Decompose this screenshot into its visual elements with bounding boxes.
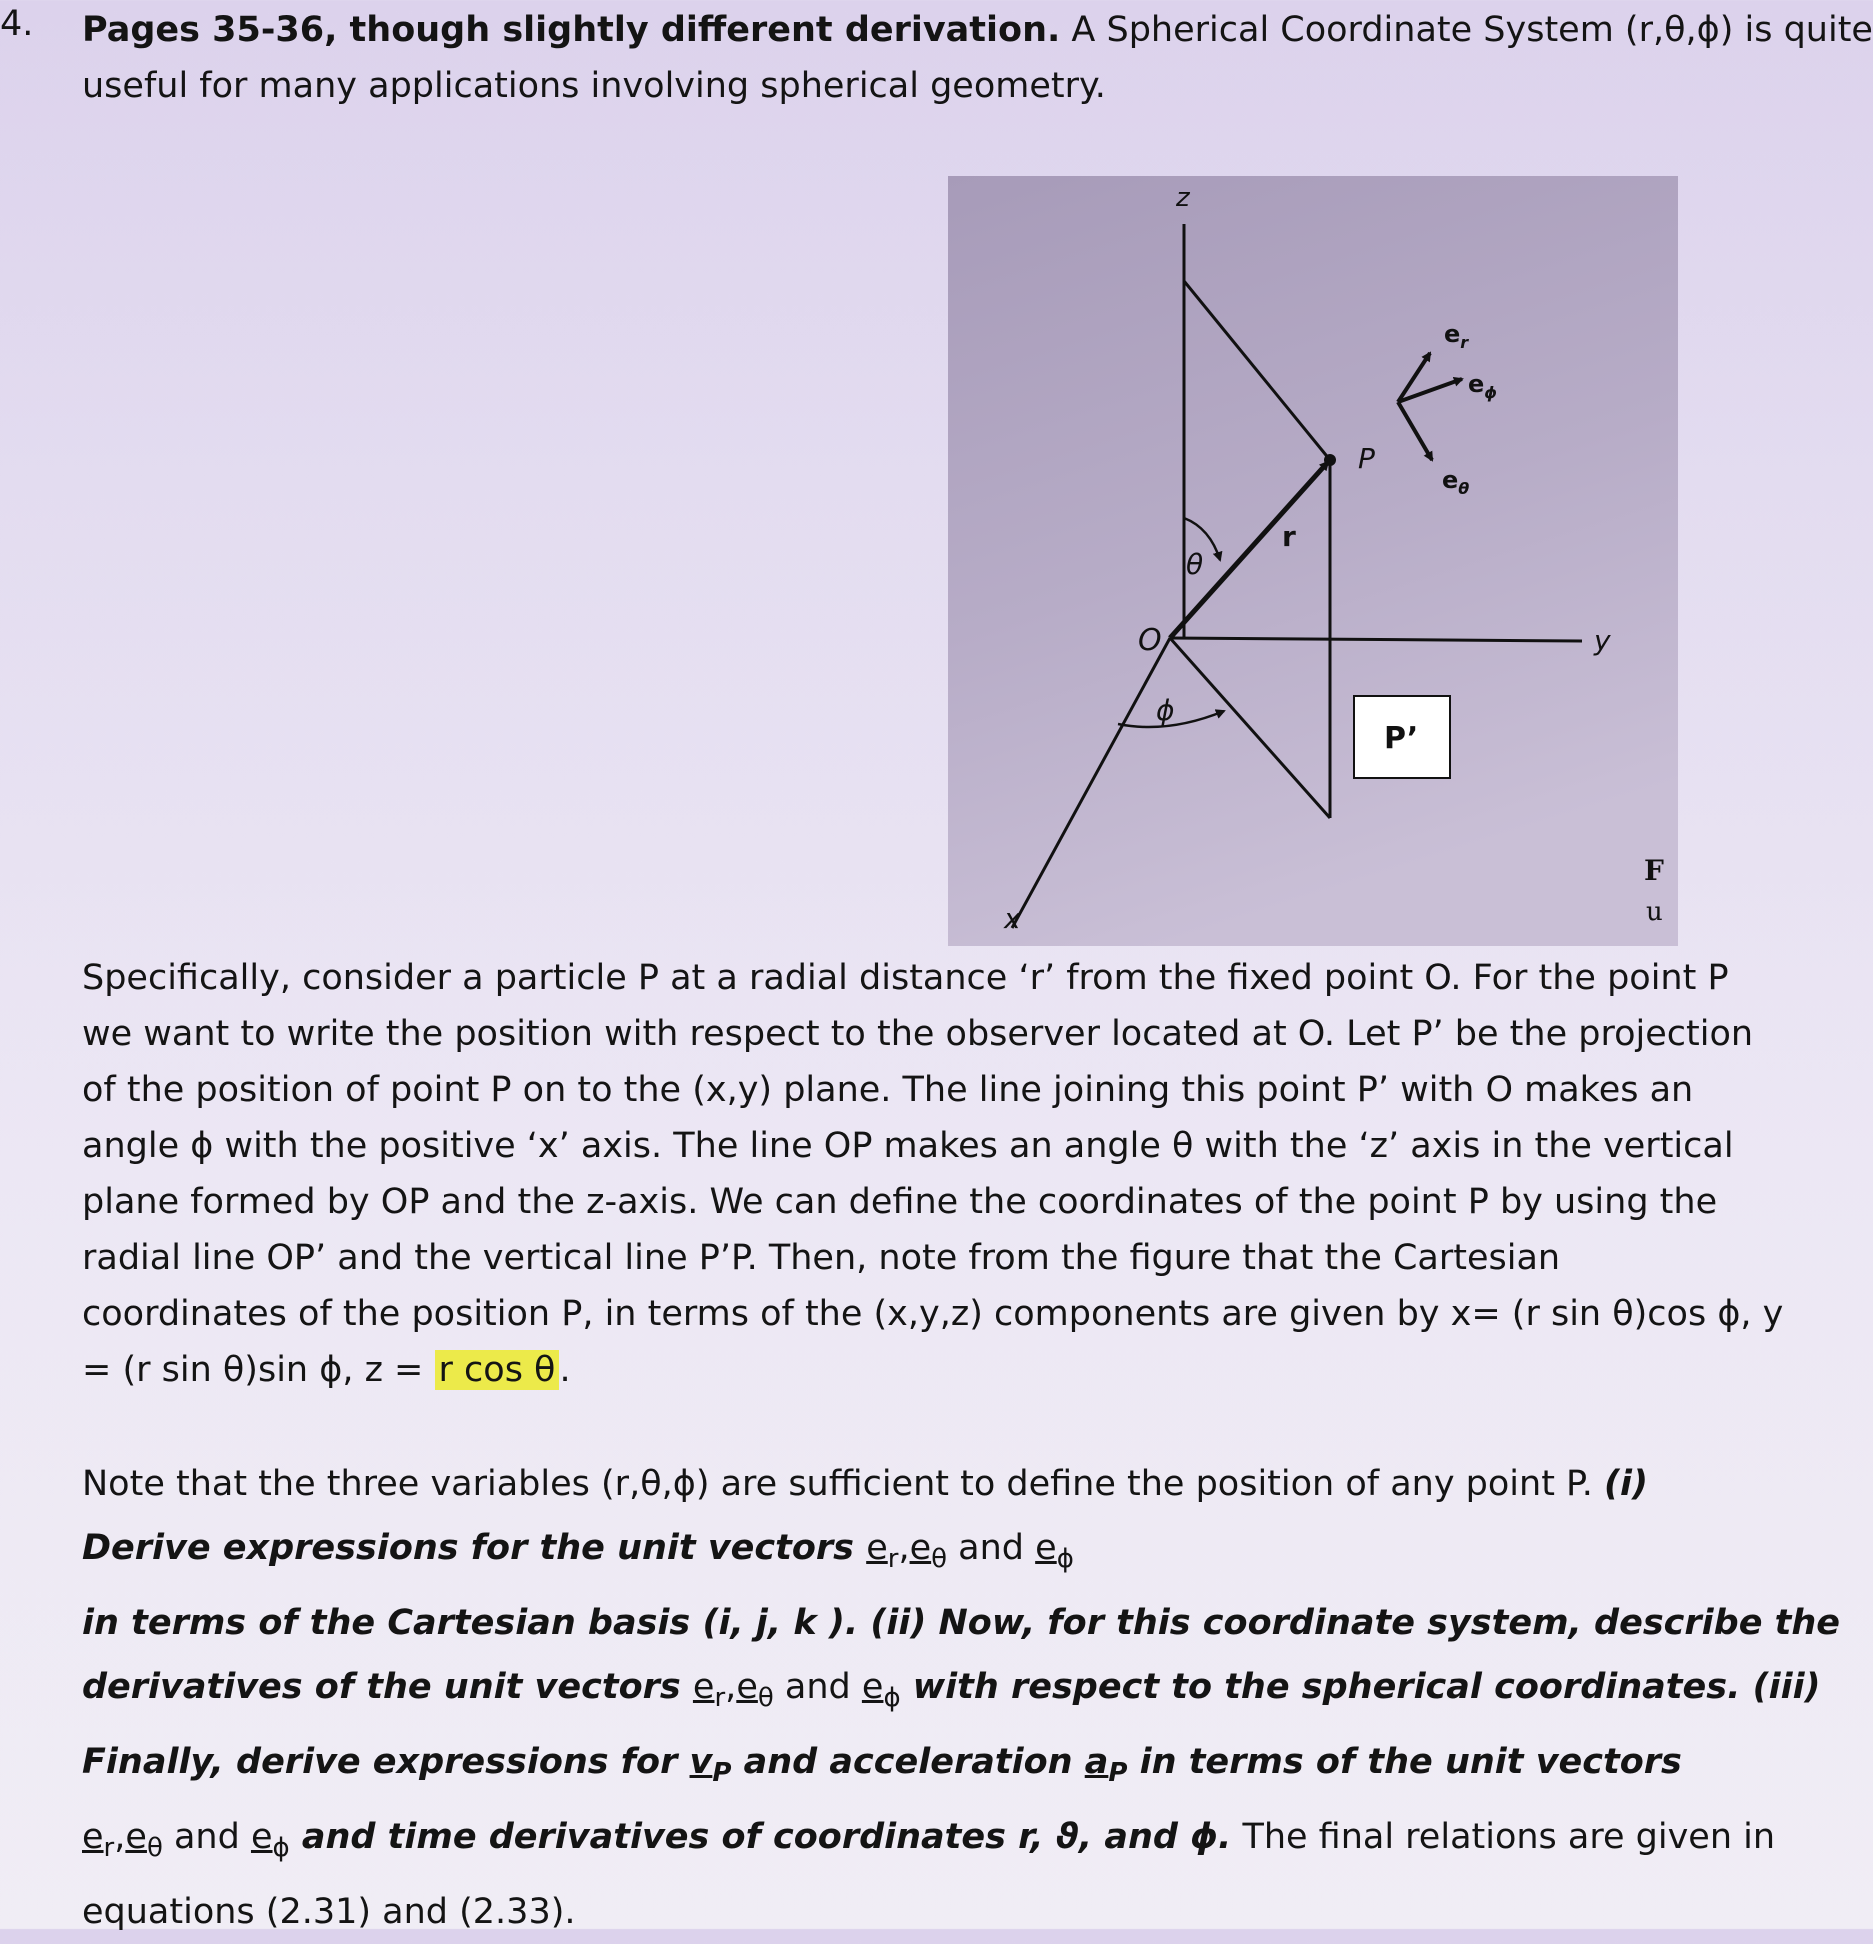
figure-svg bbox=[948, 176, 1678, 946]
para2-line-5-end: in terms of the unit vectors bbox=[1127, 1742, 1682, 1782]
comma: , bbox=[898, 1528, 910, 1568]
para2-line-4-end: with respect to the spherical coordinates. (iii) bbox=[900, 1667, 1821, 1707]
para1-line-8-end: . bbox=[559, 1350, 571, 1390]
para1-line-8-text: = (r sin θ)sin ϕ, z = bbox=[82, 1350, 435, 1390]
acceleration-symbol: a bbox=[1084, 1742, 1109, 1782]
label-z: z bbox=[1176, 183, 1190, 213]
label-x: x bbox=[1004, 902, 1021, 935]
figure-background bbox=[948, 176, 1678, 946]
para2-line-3 bbox=[82, 1591, 1841, 1655]
label-ephi: $e_\phi$ bbox=[1468, 370, 1498, 402]
sub-theta: θ bbox=[757, 1683, 774, 1713]
para2-line-1-text: Note that the three variables (r,θ,ϕ) are sufficient to define the position of any point P. bbox=[82, 1464, 1604, 1504]
label-Pprime: P’ bbox=[1384, 721, 1419, 756]
label-y: y bbox=[1594, 624, 1611, 657]
para1-line-3: of the position of point P on to the (x,y) plane. The line joining this point P’ with O makes an bbox=[82, 1070, 1694, 1110]
velocity-sub: P bbox=[712, 1758, 732, 1788]
para1-line-1: Specifically, consider a particle P at a radial distance ‘r’ from the fixed point O. For the point P bbox=[82, 958, 1729, 998]
point-P-dot bbox=[1324, 454, 1336, 466]
highlighted-z-expression: r cos θ bbox=[435, 1350, 560, 1390]
edge-text-1: F bbox=[1644, 854, 1664, 887]
unit-vector-etheta: e bbox=[736, 1667, 758, 1707]
edge-text-2: u bbox=[1646, 897, 1663, 927]
intro-line-1 bbox=[82, 2, 1873, 58]
unit-vector-er: e bbox=[692, 1667, 715, 1707]
para1-line-5: plane formed by OP and the z-axis. We can define the coordinates of the point P by using the bbox=[82, 1182, 1718, 1222]
para1-line-2: we want to write the position with respect to the observer located at O. Let P’ be the projection bbox=[82, 1014, 1754, 1054]
acceleration-sub: P bbox=[1108, 1758, 1128, 1788]
sub-r: r bbox=[887, 1544, 899, 1574]
para2-line-4-text: derivatives of the unit vectors bbox=[82, 1667, 693, 1707]
unit-vector-ephi: e bbox=[1035, 1528, 1057, 1568]
intro-paragraph bbox=[82, 2, 1873, 114]
para2-line-5 bbox=[82, 1730, 1682, 1805]
sub-phi: ϕ bbox=[1056, 1544, 1074, 1574]
and-word: and bbox=[162, 1817, 251, 1857]
sub-theta: θ bbox=[931, 1544, 948, 1574]
para2-line-4 bbox=[82, 1655, 1821, 1730]
sub-r: r bbox=[103, 1833, 115, 1863]
velocity-symbol: v bbox=[689, 1742, 713, 1782]
label-theta: θ bbox=[1186, 548, 1204, 581]
para2-line-7: equations (2.31) and (2.33). bbox=[82, 1892, 576, 1932]
para2-line-5-text: Finally, derive expressions for bbox=[82, 1742, 690, 1782]
description-paragraph bbox=[82, 950, 1784, 1398]
comma: , bbox=[725, 1667, 737, 1707]
and-word: and bbox=[773, 1667, 862, 1707]
sub-theta: θ bbox=[146, 1833, 163, 1863]
para2-line-2 bbox=[82, 1516, 1662, 1591]
para2-line-2-text: Derive expressions for the unit vectors bbox=[82, 1528, 867, 1568]
sub-phi: ϕ bbox=[883, 1683, 901, 1713]
label-r: r bbox=[1282, 520, 1296, 553]
and-word: and bbox=[947, 1528, 1036, 1568]
comma: , bbox=[114, 1817, 126, 1857]
unit-vector-er: e bbox=[866, 1528, 888, 1568]
question-paragraph bbox=[82, 1452, 1841, 1944]
unit-vector-ephi: e bbox=[250, 1817, 273, 1857]
unit-vector-ephi: e bbox=[861, 1667, 884, 1707]
intro-text-1: A Spherical Coordinate System (r,θ,ϕ) is quite bbox=[1060, 10, 1873, 50]
label-phi: ϕ bbox=[1156, 694, 1175, 727]
intro-line-2: useful for many applications involving spherical geometry. bbox=[82, 66, 1106, 106]
para1-line-8 bbox=[82, 1342, 1662, 1398]
para1-line-6: radial line OP’ and the vertical line P’P. Then, note from the figure that the Cartesian bbox=[82, 1238, 1561, 1278]
sub-phi: ϕ bbox=[272, 1833, 290, 1863]
label-P: P bbox=[1358, 442, 1375, 475]
para2-line-6-text: and time derivatives of coordinates r, ϑ, and ϕ. bbox=[289, 1817, 1232, 1857]
para1-line-7: coordinates of the position P, in terms of the (x,y,z) components are given by x= (r sin θ)cos ϕ, y bbox=[82, 1294, 1784, 1334]
intro-title: Pages 35-36, though slightly different derivation. bbox=[82, 10, 1061, 50]
sub-r: r bbox=[714, 1683, 726, 1713]
unit-vector-etheta: e bbox=[125, 1817, 147, 1857]
para2-line-6-end: The final relations are given in bbox=[1231, 1817, 1776, 1857]
question-number: 4. bbox=[0, 4, 34, 44]
unit-vector-er: e bbox=[82, 1817, 104, 1857]
label-er: $e_r$ bbox=[1444, 320, 1469, 352]
para1-line-4: angle ϕ with the positive ‘x’ axis. The line OP makes an angle θ with the ‘z’ axis in the vertical bbox=[82, 1126, 1734, 1166]
spherical-coordinate-figure bbox=[948, 176, 1678, 946]
label-origin: O bbox=[1138, 623, 1162, 658]
label-etheta: $e_\theta$ bbox=[1442, 466, 1470, 498]
para2-line-3-text: in terms of the Cartesian basis (i, j, k ). (ii) Now, for this coordinate system, describe the bbox=[82, 1603, 1841, 1643]
para2-line-1 bbox=[82, 1452, 1662, 1516]
para2-line-5-mid: and acceleration bbox=[731, 1742, 1085, 1782]
para2-line-6 bbox=[82, 1805, 1776, 1880]
part-i-label: (i) bbox=[1603, 1464, 1648, 1504]
unit-vector-etheta: e bbox=[909, 1528, 932, 1568]
